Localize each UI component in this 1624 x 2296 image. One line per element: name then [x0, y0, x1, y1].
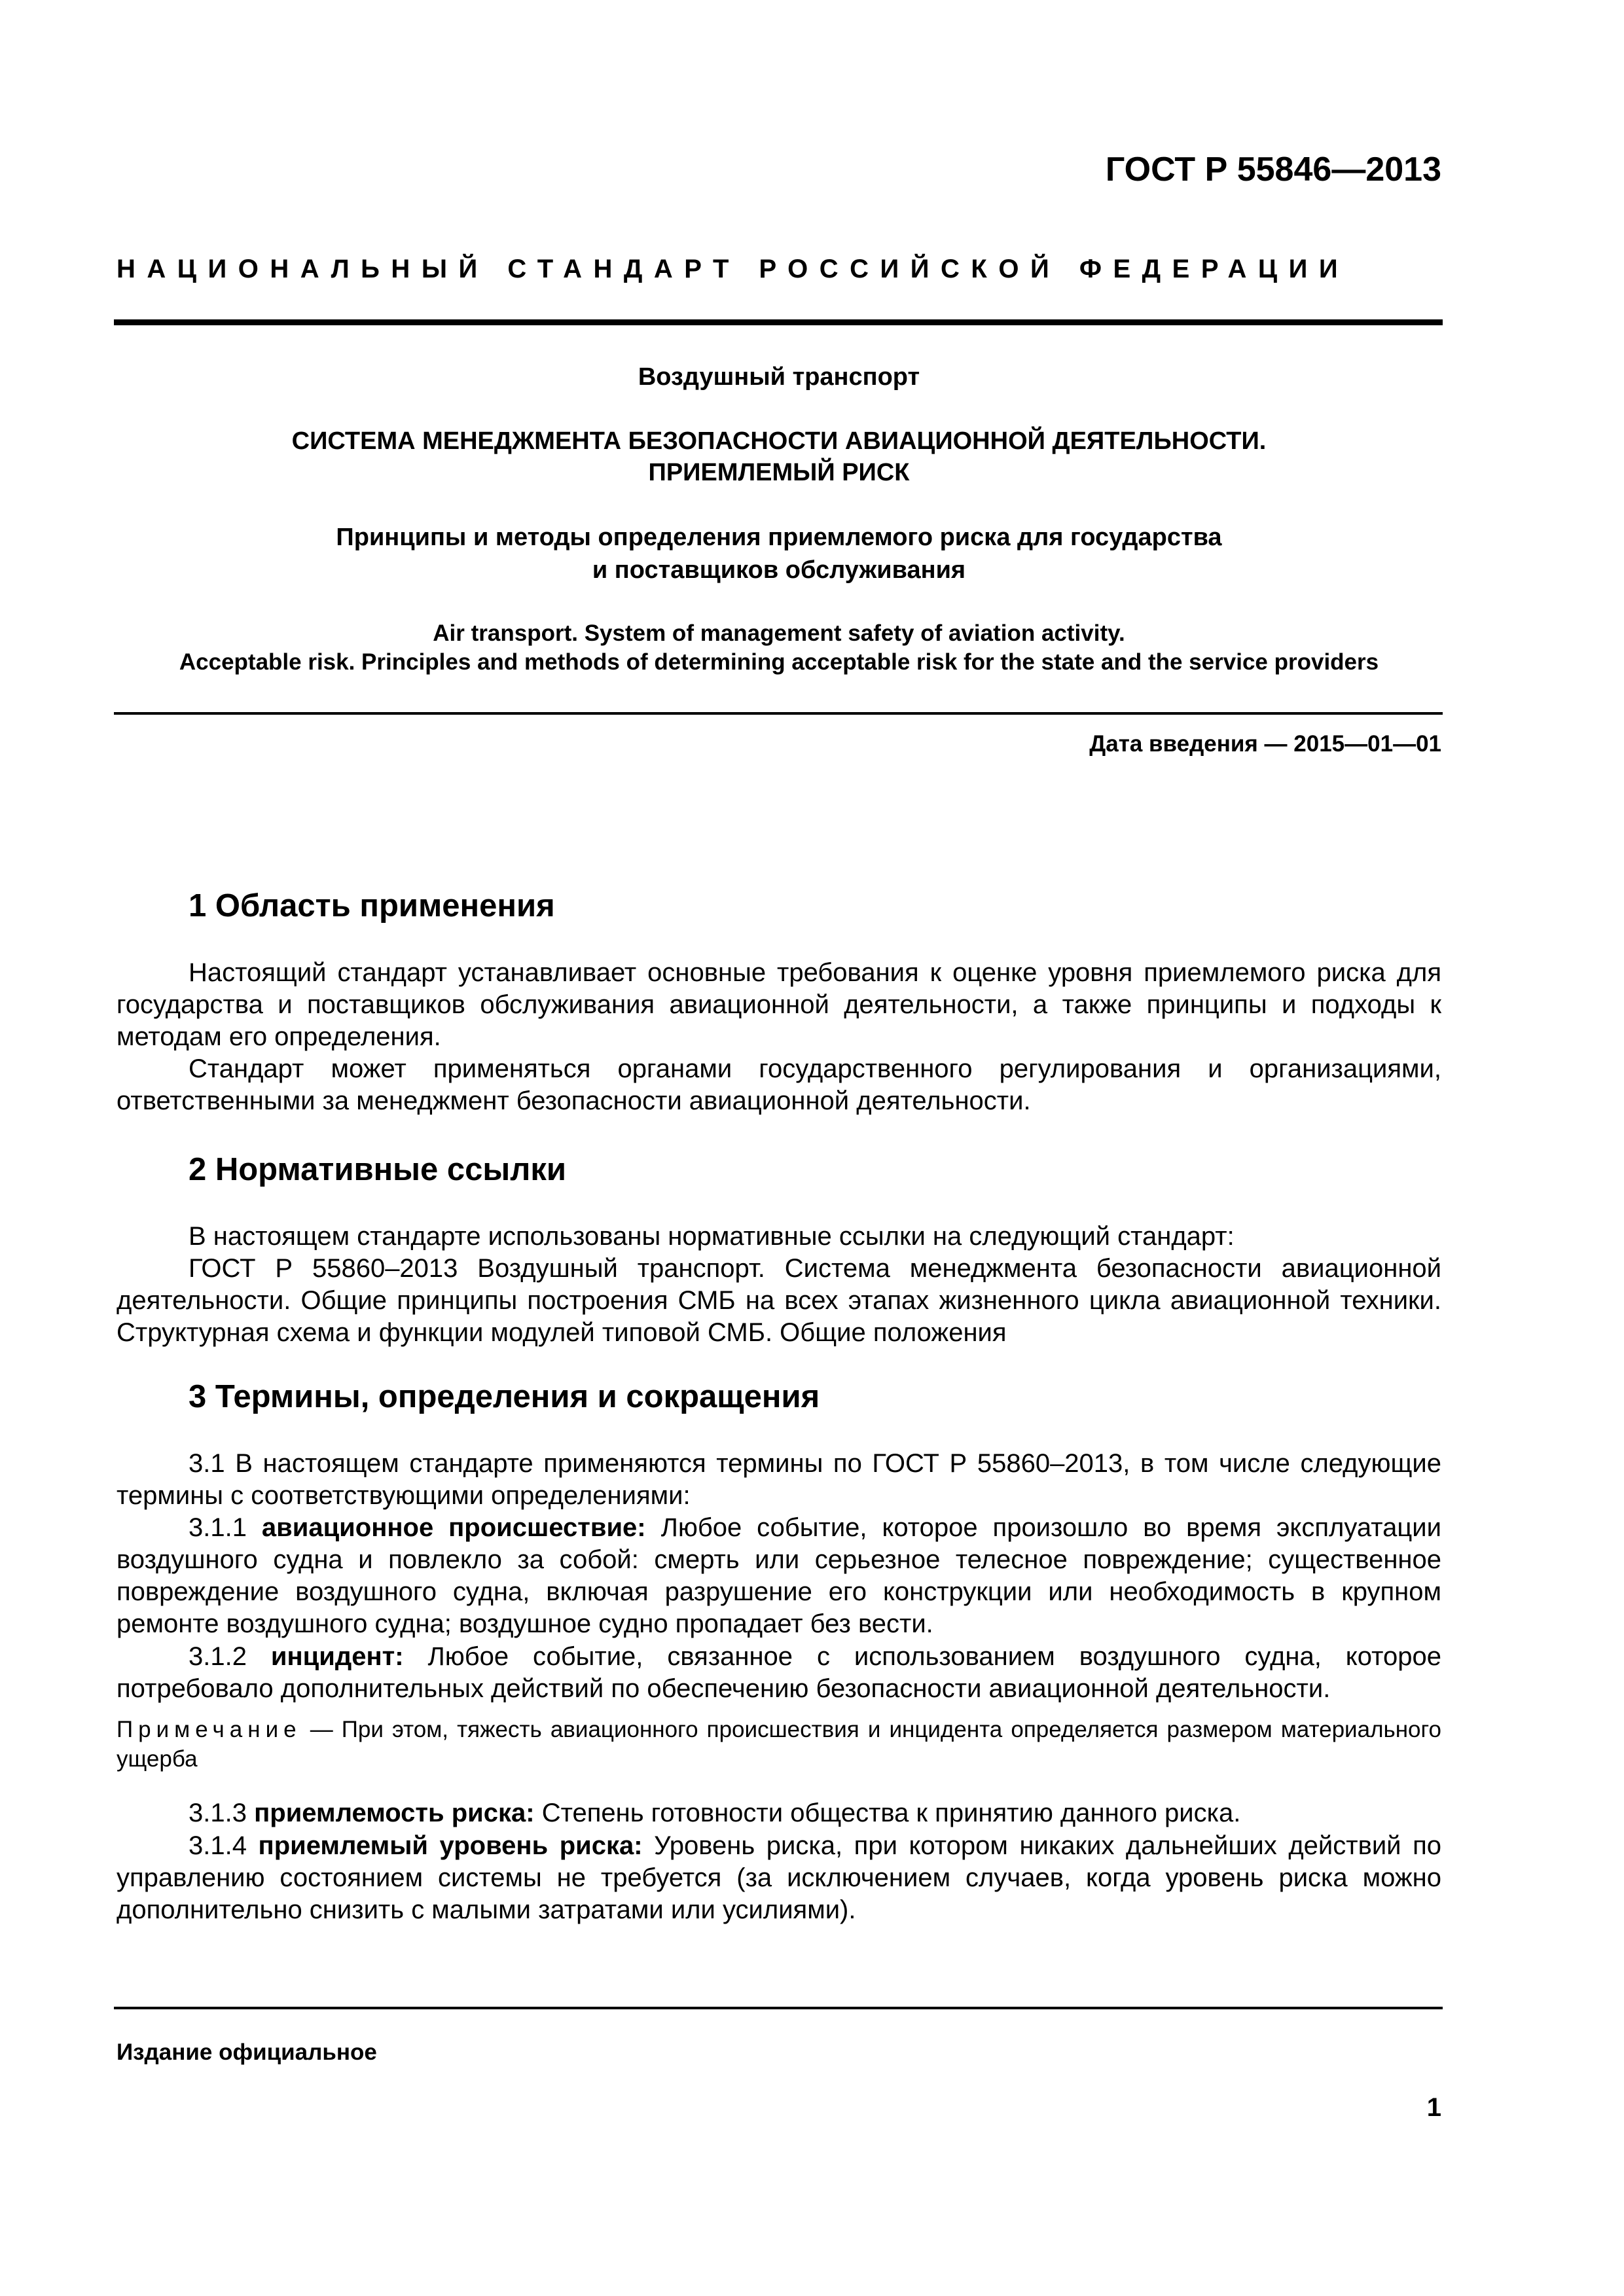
term-number: 3.1.4 — [189, 1831, 247, 1860]
term-definition: Степень готовности общества к принятию данного риска. — [541, 1799, 1241, 1827]
section-1-paragraph-1 — [117, 957, 1441, 1053]
paragraph-text: Настоящий стандарт устанавливает основные требования к оценке уровня приемлемого риска для государства и поставщиков обслуживания авиационной деятельности, а также принципы и подходы к методам его определения. — [117, 958, 1441, 1051]
edition-label: Издание официальное — [117, 2039, 377, 2065]
term-name: авиационное происшествие: — [261, 1513, 646, 1542]
term-number: 3.1.3 — [189, 1799, 247, 1827]
paragraph-text: ГОСТ Р 55860–2013 Воздушный транспорт. Система менеджмента безопасности авиационной деятельности. Общие принципы построения СМБ на всех этапах жизненного цикла авиационной техники. Структурная схема и функции модулей типовой СМБ. Общие положения — [117, 1254, 1441, 1347]
main-title-line1: СИСТЕМА МЕНЕДЖМЕНТА БЕЗОПАСНОСТИ АВИАЦИОННОЙ ДЕЯТЕЛЬНОСТИ. — [291, 427, 1267, 455]
paragraph-text: Стандарт может применяться органами государственного регулирования и организациями, ответственными за менеджмент безопасности авиационной деятельности. — [117, 1054, 1441, 1115]
section-2-paragraph-1 — [117, 1221, 1441, 1253]
paragraph-text: В настоящем стандарте использованы нормативные ссылки на следующий стандарт: — [189, 1222, 1235, 1251]
section-2-heading: 2 Нормативные ссылки — [189, 1152, 566, 1187]
term-3-1-3 — [117, 1797, 1441, 1829]
section-3-paragraph-1 — [117, 1448, 1441, 1512]
term-number: 3.1.1 — [189, 1513, 247, 1542]
main-title-line2: ПРИЕМЛЕМЫЙ РИСК — [648, 459, 910, 486]
subtitle-line1: Принципы и методы определения приемлемого риска для государства — [336, 524, 1222, 551]
english-title-line1: Air transport. System of management safety of aviation activity. — [433, 620, 1125, 646]
section-1-heading: 1 Область применения — [189, 888, 555, 924]
footer-rule — [114, 2007, 1443, 2009]
section-1-paragraph-2 — [117, 1053, 1441, 1117]
subtitle-line2: и поставщиков обслуживания — [592, 556, 966, 584]
introduction-date: Дата введения — 2015—01—01 — [1089, 731, 1441, 757]
term-name: приемлемость риска: — [254, 1799, 535, 1827]
note — [117, 1715, 1441, 1774]
english-title-line2: Acceptable risk. Principles and methods of determining acceptable risk for the state and the service providers — [179, 649, 1379, 675]
note-text: — При этом, тяжесть авиационного происшествия и инцидента определяется размером материального ущерба — [117, 1717, 1441, 1772]
standard-type-line: НАЦИОНАЛЬНЫЙ СТАНДАРТ РОССИЙСКОЙ ФЕДЕРАЦИИ — [117, 255, 1350, 283]
paragraph-text: 3.1 В настоящем стандарте применяются термины по ГОСТ Р 55860–2013, в том числе следующие термины с соответствующими определениями: — [117, 1449, 1441, 1510]
term-3-1-1 — [117, 1512, 1441, 1640]
term-definition: Любое событие, которое произошло во время эксплуатации воздушного судна и повлекло за собой: смерть или серьезное телесное повреждение; существенное повреждение воздушного судна, включая разрушение его конструкции или необходимость в крупном ремонте воздушного судна; воздушное судно пропадает без вести. — [117, 1513, 1441, 1638]
term-name: приемлемый уровень риска: — [258, 1831, 643, 1860]
term-name: инцидент: — [270, 1642, 404, 1671]
term-definition: Любое событие, связанное с использованием воздушного судна, которое потребовало дополнительных действий по обеспечению безопасности авиационной деятельности. — [117, 1642, 1441, 1703]
note-label: Примечание — [117, 1717, 302, 1742]
page-number: 1 — [1426, 2093, 1441, 2122]
term-definition: Уровень риска, при котором никаких дальнейших действий по управлению состоянием системы не требуется (за исключением случаев, когда уровень риска можно дополнительно снизить с малыми затратами или усилиями). — [117, 1831, 1441, 1924]
section-2-paragraph-2 — [117, 1253, 1441, 1349]
term-3-1-4 — [117, 1830, 1441, 1926]
title-rule — [114, 712, 1443, 715]
header-rule — [114, 319, 1443, 325]
term-3-1-2 — [117, 1641, 1441, 1705]
term-number: 3.1.2 — [189, 1642, 247, 1671]
document-code: ГОСТ Р 55846—2013 — [1105, 151, 1441, 188]
category-title: Воздушный транспорт — [638, 363, 920, 391]
section-3-heading: 3 Термины, определения и сокращения — [189, 1379, 820, 1414]
